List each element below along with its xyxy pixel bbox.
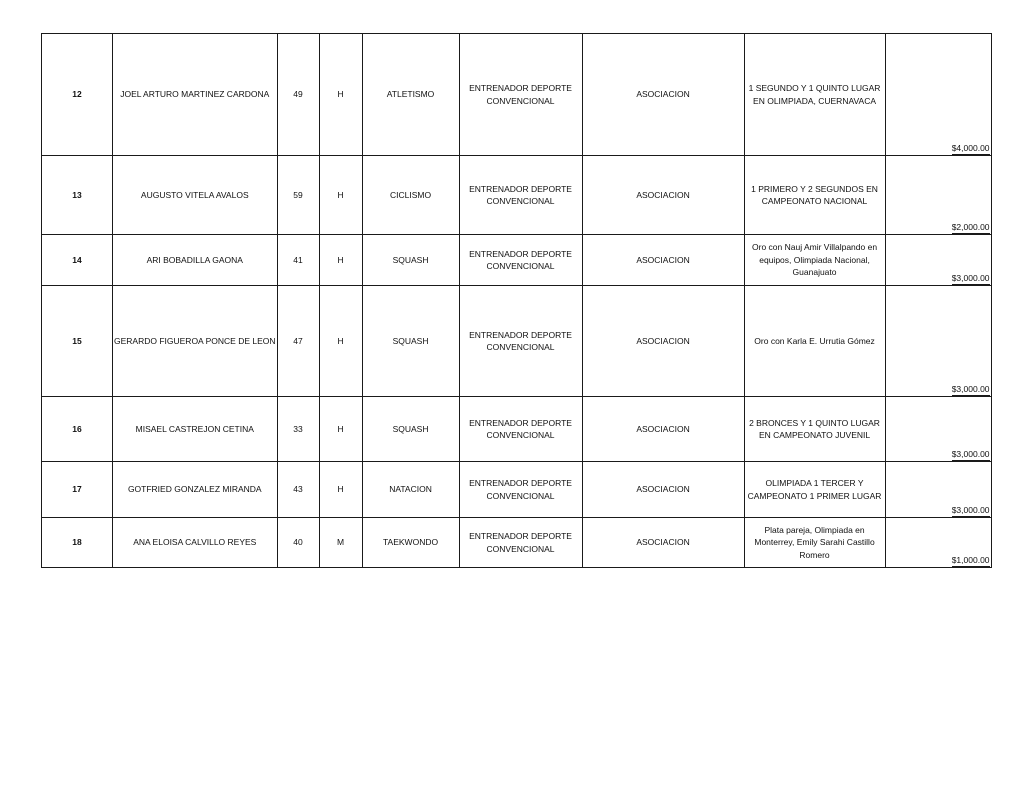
- coach-sex: H: [319, 156, 362, 235]
- entity-type: ASOCIACION: [582, 397, 744, 462]
- achievement: 2 BRONCES Y 1 QUINTO LUGAR EN CAMPEONATO JUVENIL: [744, 397, 885, 462]
- coach-age: 40: [277, 518, 319, 568]
- amount-cell: [885, 518, 991, 568]
- coach-age: 33: [277, 397, 319, 462]
- entity-type: ASOCIACION: [582, 235, 744, 286]
- amount-cell: [885, 397, 991, 462]
- table-row: [42, 156, 992, 235]
- table-row: [42, 286, 992, 397]
- amount: $1,000.00: [951, 555, 990, 565]
- sport: CICLISMO: [362, 156, 459, 235]
- coach-age: 49: [277, 34, 319, 156]
- role: ENTRENADOR DEPORTE CONVENCIONAL: [459, 156, 582, 235]
- table-row: [42, 462, 992, 518]
- coach-sex: H: [319, 34, 362, 156]
- achievement: OLIMPIADA 1 TERCER Y CAMPEONATO 1 PRIMER LUGAR: [744, 462, 885, 518]
- entity-type: ASOCIACION: [582, 156, 744, 235]
- row-number: 14: [42, 235, 113, 286]
- amount: $3,000.00: [951, 449, 990, 459]
- amount-cell: [885, 156, 991, 235]
- role: ENTRENADOR DEPORTE CONVENCIONAL: [459, 462, 582, 518]
- coach-age: 43: [277, 462, 319, 518]
- table-row: [42, 34, 992, 156]
- entity-type: ASOCIACION: [582, 34, 744, 156]
- row-number: 15: [42, 286, 113, 397]
- sport: SQUASH: [362, 286, 459, 397]
- achievement: 1 PRIMERO Y 2 SEGUNDOS EN CAMPEONATO NACIONAL: [744, 156, 885, 235]
- table-row: [42, 518, 992, 568]
- role: ENTRENADOR DEPORTE CONVENCIONAL: [459, 286, 582, 397]
- coach-name: ANA ELOISA CALVILLO REYES: [113, 518, 278, 568]
- achievement: Oro con Nauj Amir Villalpando en equipos, Olimpiada Nacional, Guanajuato: [744, 235, 885, 286]
- amount-cell: [885, 34, 991, 156]
- amount: $4,000.00: [951, 143, 990, 153]
- sport: ATLETISMO: [362, 34, 459, 156]
- amount: $2,000.00: [951, 222, 990, 232]
- entity-type: ASOCIACION: [582, 518, 744, 568]
- sport: NATACION: [362, 462, 459, 518]
- awards-table: [41, 33, 992, 568]
- row-number: 17: [42, 462, 113, 518]
- sport: SQUASH: [362, 235, 459, 286]
- table-row: [42, 397, 992, 462]
- coach-name: JOEL ARTURO MARTINEZ CARDONA: [113, 34, 278, 156]
- role: ENTRENADOR DEPORTE CONVENCIONAL: [459, 34, 582, 156]
- row-number: 16: [42, 397, 113, 462]
- coach-age: 41: [277, 235, 319, 286]
- achievement: Oro con Karla E. Urrutia Gómez: [744, 286, 885, 397]
- row-number: 13: [42, 156, 113, 235]
- sport: SQUASH: [362, 397, 459, 462]
- row-number: 12: [42, 34, 113, 156]
- coach-name: ARI BOBADILLA GAONA: [113, 235, 278, 286]
- amount: $3,000.00: [951, 505, 990, 515]
- entity-type: ASOCIACION: [582, 462, 744, 518]
- amount-cell: [885, 286, 991, 397]
- amount: $3,000.00: [951, 384, 990, 394]
- coach-sex: H: [319, 462, 362, 518]
- role: ENTRENADOR DEPORTE CONVENCIONAL: [459, 235, 582, 286]
- table-row: [42, 235, 992, 286]
- coach-name: AUGUSTO VITELA AVALOS: [113, 156, 278, 235]
- role: ENTRENADOR DEPORTE CONVENCIONAL: [459, 397, 582, 462]
- coach-name: MISAEL CASTREJON CETINA: [113, 397, 278, 462]
- coach-age: 59: [277, 156, 319, 235]
- coach-age: 47: [277, 286, 319, 397]
- amount-cell: [885, 235, 991, 286]
- coach-name: GOTFRIED GONZALEZ MIRANDA: [113, 462, 278, 518]
- coach-sex: H: [319, 235, 362, 286]
- sport: TAEKWONDO: [362, 518, 459, 568]
- role: ENTRENADOR DEPORTE CONVENCIONAL: [459, 518, 582, 568]
- amount: $3,000.00: [951, 273, 990, 283]
- achievement: Plata pareja, Olimpiada en Monterrey, Emily Sarahi Castillo Romero: [744, 518, 885, 568]
- entity-type: ASOCIACION: [582, 286, 744, 397]
- coach-name: GERARDO FIGUEROA PONCE DE LEON: [113, 286, 278, 397]
- row-number: 18: [42, 518, 113, 568]
- achievement: 1 SEGUNDO Y 1 QUINTO LUGAR EN OLIMPIADA, CUERNAVACA: [744, 34, 885, 156]
- coach-sex: H: [319, 397, 362, 462]
- coach-sex: M: [319, 518, 362, 568]
- amount-cell: [885, 462, 991, 518]
- coach-sex: H: [319, 286, 362, 397]
